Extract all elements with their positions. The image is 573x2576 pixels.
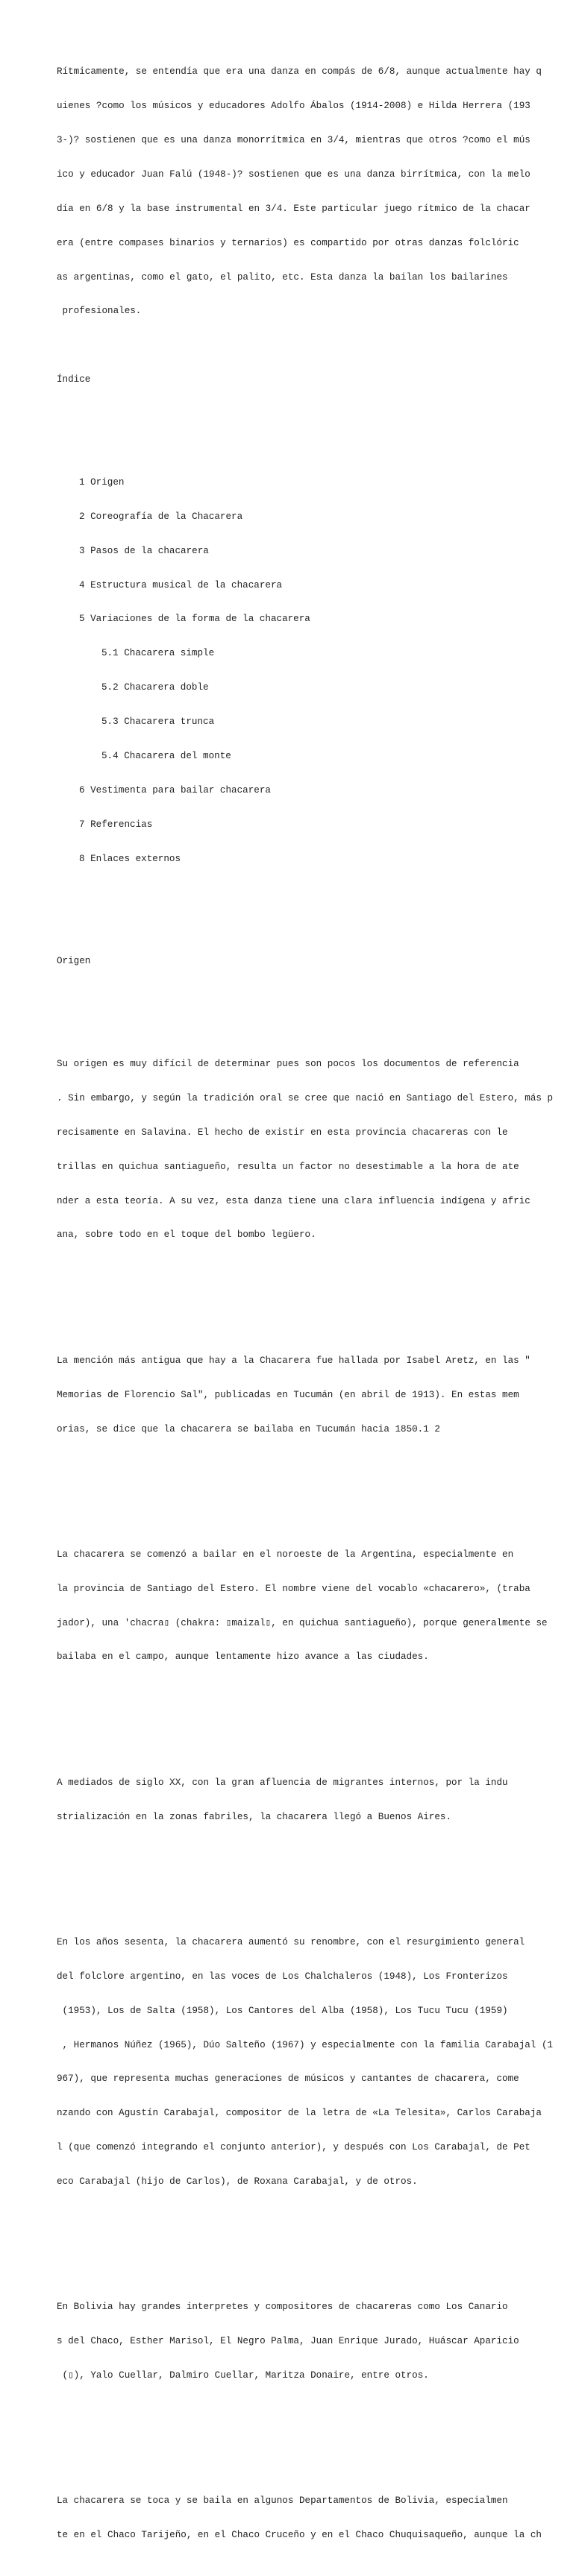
text-line: profesionales. <box>57 306 142 317</box>
paragraph-migration <box>57 1754 572 1845</box>
toc-item[interactable]: 7 Referencias <box>79 819 153 830</box>
text-line: jador), una 'chacra▯ (chakra: ▯maizal▯, en quichua santiagueño), porque generalmente se <box>57 1617 548 1628</box>
spacer <box>57 990 572 1001</box>
spacer <box>57 2428 572 2439</box>
spacer <box>57 1481 572 1492</box>
text-line: eco Carabajal (hijo de Carlos), de Roxana Carabajal, y de otros. <box>57 2176 418 2188</box>
paragraph-mention <box>57 1332 572 1458</box>
text-line: Rítmicamente, se entendía que era una danza en compás de 6/8, aunque actualmente hay q <box>57 66 542 78</box>
text-line: En Bolivia hay grandes interpretes y compositores de chacareras como Los Canario <box>57 2302 508 2313</box>
text-line: as argentinas, como el gato, el palito, etc. Esta danza la bailan los bailarines <box>57 271 508 283</box>
paragraph-sixties <box>57 1914 572 2211</box>
spacer <box>57 409 572 420</box>
text-line: te en el Chaco Tarijeño, en el Chaco Cruceño y en el Chaco Chuquisaqueño, aunque la ch <box>57 2530 542 2541</box>
intro-paragraph <box>57 44 572 341</box>
toc-item[interactable]: 8 Enlaces externos <box>79 853 181 864</box>
text-line: trillas en quichua santiagueño, resulta un factor no desestimable a la hora de ate <box>57 1161 519 1172</box>
text-line: Memorias de Florencio Sal", publicadas en Tucumán (en abril de 1913). En estas mem <box>57 1389 519 1400</box>
toc-title: Índice <box>57 374 91 385</box>
toc-subitem[interactable]: 5.2 Chacarera doble <box>101 682 209 693</box>
paragraph-bolivia-artists <box>57 2279 572 2405</box>
text-line: recisamente en Salavina. El hecho de existir en esta provincia chacareras con le <box>57 1127 508 1138</box>
text-line: del folclore argentino, en las voces de Los Chalchaleros (1948), Los Fronterizos <box>57 1971 508 1982</box>
text-line: s del Chaco, Esther Marisol, El Negro Palma, Juan Enrique Jurado, Huáscar Aparicio <box>57 2336 519 2347</box>
toc-subitem[interactable]: 5.3 Chacarera trunca <box>101 717 215 728</box>
text-line: (▯), Yalo Cuellar, Dalmiro Cuellar, Maritza Donaire, entre otros. <box>57 2370 429 2381</box>
text-line: ico y educador Juan Falú (1948-)? sostienen que es una danza birrítmica, con la melo <box>57 169 530 180</box>
spacer <box>57 1709 572 1720</box>
toc-item[interactable]: 3 Pasos de la chacarera <box>79 545 209 556</box>
paragraph-bolivia-regions <box>57 2473 572 2564</box>
section-heading: Origen <box>57 956 91 967</box>
text-line: . Sin embargo, y según la tradición oral se cree que nació en Santiago del Estero, más p <box>57 1092 554 1103</box>
text-line: ana, sobre todo en el toque del bombo legüero. <box>57 1229 316 1241</box>
text-line: bailaba en el campo, aunque lentamente hizo avance a las ciudades. <box>57 1651 429 1663</box>
spacer <box>57 922 572 933</box>
toc-item[interactable]: 2 Coreografía de la Chacarera <box>79 511 243 522</box>
paragraph-northwest <box>57 1526 572 1686</box>
spacer <box>57 2234 572 2245</box>
text-line: En los años sesenta, la chacarera aumentó su renombre, con el resurgimiento general <box>57 1936 525 1947</box>
text-line: 967), que representa muchas generaciones de músicos y cantantes de chacarera, come <box>57 2073 519 2085</box>
text-line: era (entre compases binarios y ternarios) es compartido por otras danzas folclóric <box>57 237 519 248</box>
text-line: strialización en la zonas fabriles, la chacarera llegó a Buenos Aires. <box>57 1811 452 1822</box>
text-line: La chacarera se toca y se baila en algunos Departamentos de Bolivia, especialmen <box>57 2495 508 2507</box>
text-line: , Hermanos Núñez (1965), Dúo Salteño (1967) y especialmente con la familia Carabajal (1 <box>57 2039 554 2050</box>
text-line: la provincia de Santiago del Estero. El nombre viene del vocablo «chacarero», (traba <box>57 1583 530 1594</box>
text-line: La chacarera se comenzó a bailar en el noroeste de la Argentina, especialmente en <box>57 1549 514 1560</box>
text-line: La mención más antigua que hay a la Chacarera fue hallada por Isabel Aretz, en las " <box>57 1355 530 1366</box>
toc-item[interactable]: 1 Origen <box>79 476 125 488</box>
text-line: 3-)? sostienen que es una danza monorrítmica en 3/4, mientras que otros ?como el mús <box>57 134 530 145</box>
spacer <box>57 1868 572 1880</box>
toc-item[interactable]: 4 Estructura musical de la chacarera <box>79 579 283 591</box>
text-line: nder a esta teoría. A su vez, esta danza tiene una clara influencia indígena y afric <box>57 1195 530 1206</box>
toc-subitem[interactable]: 5.1 Chacarera simple <box>101 648 215 659</box>
text-line: A mediados de siglo XX, con la gran afluencia de migrantes internos, por la indu <box>57 1777 508 1788</box>
text-line: (1953), Los de Salta (1958), Los Cantores del Alba (1958), Los Tucu Tucu (1959) <box>57 2005 508 2016</box>
text-line: l (que comenzó integrando el conjunto anterior), y después con Los Carabajal, de Pet <box>57 2142 530 2153</box>
toc-subitem[interactable]: 5.4 Chacarera del monte <box>101 751 231 761</box>
text-line: nzando con Agustín Carabajal, compositor de la letra de «La Telesita», Carlos Carabaja <box>57 2108 542 2119</box>
paragraph-origin <box>57 1036 572 1264</box>
text-line: orias, se dice que la chacarera se bailaba en Tucumán hacia 1850.1 2 <box>57 1423 440 1435</box>
spacer <box>57 1287 572 1298</box>
document-body <box>57 21 572 2576</box>
text-line: uienes ?como los músicos y educadores Adolfo Ábalos (1914-2008) e Hilda Herrera (193 <box>57 101 530 112</box>
toc-item[interactable]: 6 Vestimenta para bailar chacarera <box>79 784 271 796</box>
table-of-contents <box>57 454 572 887</box>
toc-item[interactable]: 5 Variaciones de la forma de la chacarera <box>79 614 310 625</box>
text-line: día en 6/8 y la base instrumental en 3/4. Este particular juego rítmico de la chacar <box>57 203 530 214</box>
text-line: Su origen es muy difícil de determinar pues son pocos los documentos de referencia <box>57 1059 519 1070</box>
